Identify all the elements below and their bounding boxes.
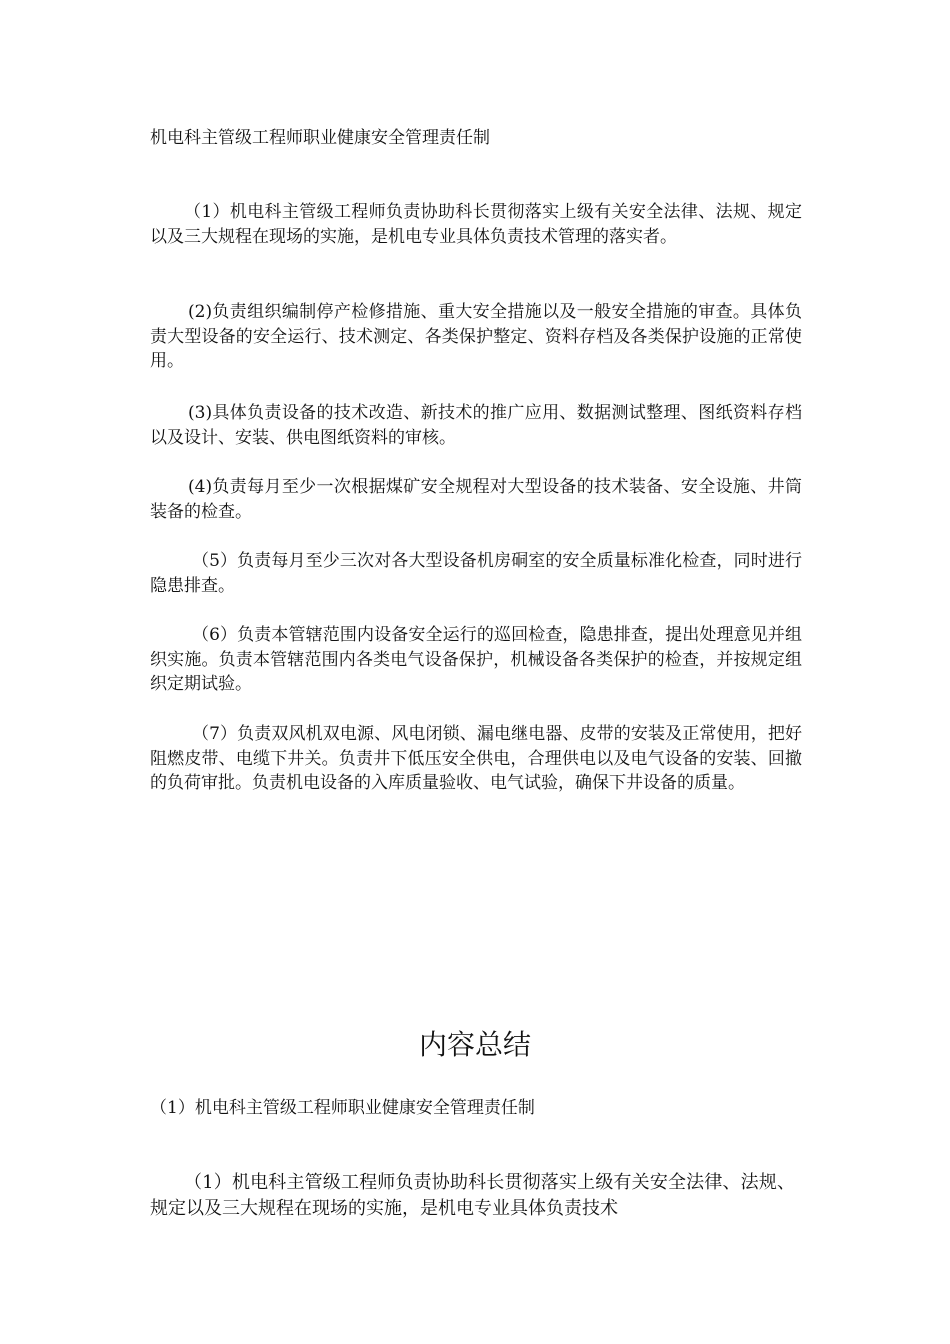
paragraph-2: (2)负责组织编制停产检修措施、重大安全措施以及一般安全措施的审查。具体负责大型设备的安全运行、技术测定、各类保护整定、资料存档及各类保护设施的正常使用。 <box>150 302 802 371</box>
paragraph-1: （1）机电科主管级工程师负责协助科长贯彻落实上级有关安全法律、法规、规定以及三大规程在现场的实施，是机电专业具体负责技术管理的落实者。 <box>150 202 802 247</box>
summary-heading: 内容总结 <box>418 1028 531 1061</box>
document-title: 机电科主管级工程师职业健康安全管理责任制 <box>150 128 490 148</box>
summary-subtitle: （1）机电科主管级工程师职业健康安全管理责任制 <box>150 1098 535 1118</box>
paragraph-7: （7）负责双风机双电源、风电闭锁、漏电继电器、皮带的安装及正常使用，把好阻燃皮带、电缆下井关。负责井下低压安全供电，合理供电以及电气设备的安装、回撤的负荷审批。负责机电设备的入库质量验收、电气试验，确保下井设备的质量。 <box>150 724 802 793</box>
paragraph-4: (4)负责每月至少一次根据煤矿安全规程对大型设备的技术装备、安全设施、井筒装备的检查。 <box>150 477 802 522</box>
paragraph-3: (3)具体负责设备的技术改造、新技术的推广应用、数据测试整理、图纸资料存档以及设计、安装、供电图纸资料的审核。 <box>150 403 802 448</box>
summary-paragraph: （1）机电科主管级工程师负责协助科长贯彻落实上级有关安全法律、法规、规定以及三大规程在现场的实施，是机电专业具体负责技术 <box>150 1172 795 1219</box>
paragraph-6: （6）负责本管辖范围内设备安全运行的巡回检查，隐患排查，提出处理意见并组织实施。负责本管辖范围内各类电气设备保护，机械设备各类保护的检查，并按规定组织定期试验。 <box>150 625 802 694</box>
paragraph-5: （5）负责每月至少三次对各大型设备机房硐室的安全质量标准化检查，同时进行隐患排查。 <box>150 551 802 596</box>
